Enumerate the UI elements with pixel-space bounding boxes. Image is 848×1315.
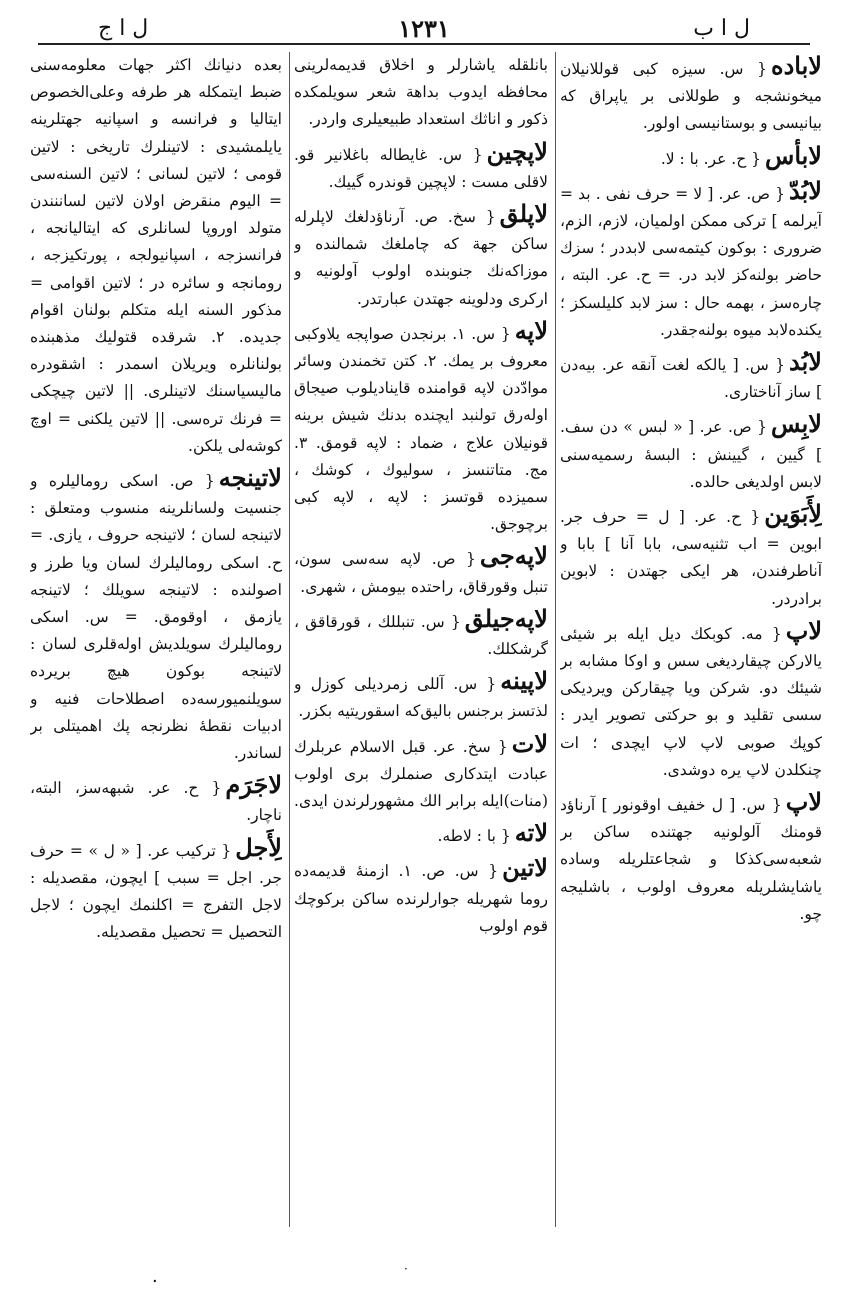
entry-definition: { با : لاطه. [437, 827, 511, 846]
entry-headword: لاتین [502, 853, 548, 883]
entry-definition: { س. ۱. برنجدن صواپجه یلاوکبی معروف بر یمك. ۲. کتن تخمندن وسائر موادّدن لاپه قوامنده قایناديلوب صیجاق اوله‌رق تولنبد ایچنده بدنك شیش برینه قونیلان علاج ، ضماد : لاپه قومق. ۳. مج. متاتنسز ، سولیوك ، کوشك ، سمیزده قوتسز : لاپه ، لاپه کبی برچوجق. [294, 324, 548, 534]
column-divider [555, 52, 556, 1227]
entry-definition: { سخ. عر. قبل الاسلام عربلرك عبادت ایتدکاری صنملرك بری اولوب (منات)ایله برابر الك مشهورلرندن ایدی. [294, 737, 548, 811]
entry-definition: { سخ. ص. آرناؤدلغك لاپلرله ساکن جهة که چاملغك شمالنده و موزاکه‌نك جنوبنده اولوب آولونیه و ارکری ودلوینه جهتدن عبارتدر. [294, 208, 548, 308]
entry-definition: { س. تنبللك ، قورقاقق ، گرشکلك. [294, 612, 548, 659]
entry-definition: بعده دنیانك اکثر جهات معلومه‌سنی ضبط ایتمکله هر طرفه وعلی‌الخصوص ایتالیا و فرانسه و اسپانیه جهتلرینه یایلمشیدی : لاتینلرك تاریخی : لاتین قومی ؛ لاتین لسانی ؛ لاتین السنه‌سی = الیوم منقرض اولان لاتین لساننندن متولد اوروپا لسانلری که ایتالیانجه ، فرانسزجه ، اسپانیولجه ، پورتکیزجه ، رومانجه و سائره در ؛ لاتین اقوامی = مذکور السنه ایله متکلم بولنان اقوام جدیده. ۲. شرقده قتولیك مذهبنده بولنانلره ویریلان اسمدر : اشقودره مالیسیاسنك لاتینلری. || لاتین چیچکی = فرنك تره‌سی. || لاتین یلکنی = اوچ کوشه‌لی یلکن. [30, 56, 282, 455]
entry [294, 730, 548, 816]
header-right-guide-letters: ل ا ب [693, 16, 750, 41]
entry-definition: { ح. عر. [ ل = حرف جر. ابوین = اب تثنیه‌سی، بابا آنا ] بابا و آناطرفندن، هر ایکی جهتدن : لابوین برادردر. [560, 508, 822, 608]
entry-definition: { ح. عر. شبهه‌سز، البته، ناچار. [30, 779, 282, 825]
entry-definition: { ص. اسکی روماليلره و جنسیت ولسانلرینه منسوب ومتعلق : لاتینجه لسان ؛ لاتینجه حروف ، یازی. = ح. اسکی رومالیلرك لسان ویا طرز و اصولنده : لاتینجه سویلك ؛ لاتینجه یازمق ، اوقومق. = س. اسکی رومالیلرك سویلدیش اوله‌قلری لسان : لاتینجه بوکون هیچ بریرده سویلنمیورسه‌ده اصطلاحات فنیه و ادبیات نقطهٔ نظرنجه پك اهمیتلی بر لساندر. [30, 472, 282, 763]
entry-headword: لابُدّ [789, 175, 822, 205]
entry-headword: لاته [514, 818, 548, 848]
entry-definition: { س. [ ل خفیف اوقونور ] آرناؤد قومنك آلولونیه جهتنده ساکن بر شعبه‌سی‌کذکا و شجاعتلریله وساده یاشایشلریله معروف اولوب ، باشلیجه چو. [560, 796, 822, 923]
entry-continuation [294, 52, 548, 134]
entry-continuation [30, 52, 282, 460]
entry [294, 605, 548, 663]
entry-headword: لاپلق [499, 199, 548, 229]
entry-headword: لاجَرَم [225, 770, 282, 800]
entry-definition: { ح. عر. با : لا. [660, 149, 762, 168]
entry-definition: { مه. کوبکك دیل ایله بر شیئی یالارکن چیقاردیغی سس و اوکا مشابه بر شیئك دو. شرکن ویا چیقارکن ویردیکی سسی تقلید و بو حرکتی تصویر ایدر : کوپك صوبی لاپ لاپ ایچدی ؛ ات چنکلدن لاپ یره دوشدی. [560, 624, 822, 779]
entry-headword: لابأس [765, 140, 822, 170]
entry [294, 200, 548, 313]
entry-headword: لات [511, 728, 548, 758]
entry-headword: لابِس [771, 409, 822, 439]
entry-headword: لاپه‌جیلق [464, 603, 548, 633]
entry-headword: لاپ [785, 615, 822, 645]
entry-definition: { س. سیزه کبی قوللانیلان میخونشجه و طوللانی بر یاپراق که بیانیسی و بوستانیسی اولور. [560, 60, 822, 133]
entry [560, 410, 822, 496]
entry-headword: لِأَبَوَین [764, 499, 822, 529]
entry [294, 854, 548, 940]
page-header [38, 10, 810, 44]
column-middle [294, 52, 548, 1242]
entry-headword: لاتینجه [218, 463, 282, 493]
entry [294, 542, 548, 600]
entry-definition: { س. آللی زمردیلی کوزل و لذتسز برجنس بالیق‌که اسقوریتیه بکزر. [294, 675, 548, 721]
entry-definition: { س. غایطاله باغلانیر قو. لاقلی مست : لاپچین قوندره گییك. [294, 145, 548, 191]
entry [560, 617, 822, 784]
entry-headword: لاباده [771, 52, 822, 80]
entry [560, 348, 822, 406]
entry-headword: لاپه‌جی [479, 541, 548, 571]
entry [30, 771, 282, 829]
footer-mark: ٠ [150, 1270, 160, 1291]
entry-definition: { ص. عر. [ لا = حرف نفی . بد = آیرلمه ] ترکی ممکن اولمیان، لازم، الزم، ضروری : بوکون کیتمه‌سی لابددر ؛ سزك حاضر بولنه‌کز لابد در. = ح. عر. البته ، چاره‌سز ، بهمه حال : سز لابد کلیلسکز ؛ یکنده‌لابد میوه بولنه‌جقدر. [560, 184, 822, 339]
entry-headword: لاپچین [486, 136, 548, 166]
entry [294, 317, 548, 539]
entry-headword: لِأَجل [235, 832, 282, 862]
entry-definition: بانلقله یاشارلر و اخلاق قدیمه‌لرینی محافظه ایدوب بداهة شعر سویلمکده ذکور و اناثك استعداد طبیعیلری واردر. [294, 56, 548, 129]
entry-definition: { س. ص. ۱. ازمنهٔ قدیمه‌ده روما شهریله جوارلرنده ساکن برکوچك قوم اولوب [294, 862, 548, 935]
entry [30, 834, 282, 947]
entry-definition: { س. [ یالکه لغت آنقه عر. بیه‌دن ] ساز آناختاری. [560, 356, 822, 402]
entry [294, 819, 548, 850]
header-rule [38, 43, 810, 45]
footer-dot: · [404, 1262, 408, 1276]
header-left-guide-letters: ل ا ج [98, 16, 149, 41]
entry-definition: { ص. لاپه سه‌سی سون، تنبل وقورقاق، راحتده بیومش ، شهری. [294, 550, 548, 596]
column-divider [289, 52, 290, 1227]
entry [560, 177, 822, 344]
entry-headword: لاپه [514, 315, 548, 345]
entry [560, 142, 822, 173]
entry-headword: لاپینه [500, 666, 548, 696]
column-right [560, 52, 822, 1242]
entry-definition: { ص. عر. [ « لبس » دن سف. ] گیین ، گیینش : البسهٔ رسمیه‌سنی لابس اولدیغی حالده. [560, 418, 822, 491]
entry [560, 788, 822, 928]
column-left [30, 52, 282, 1242]
entry [294, 138, 548, 196]
entry [560, 500, 822, 613]
entry [294, 667, 548, 725]
entry-definition: { ترکیب عر. [ « ل » = حرف جر. اجل = سبب ] ایچون، مقصدیله : لاجل التفرج = اکلنمك ایچون ؛ لاجل التحصیل = تحصیل مقصدیله. [30, 841, 282, 942]
entry [560, 52, 822, 138]
entry-headword: لابُد [789, 347, 822, 377]
entry-headword: لاپ [785, 787, 822, 817]
page-number: ١٢٣١ [398, 14, 450, 43]
entry [30, 464, 282, 767]
